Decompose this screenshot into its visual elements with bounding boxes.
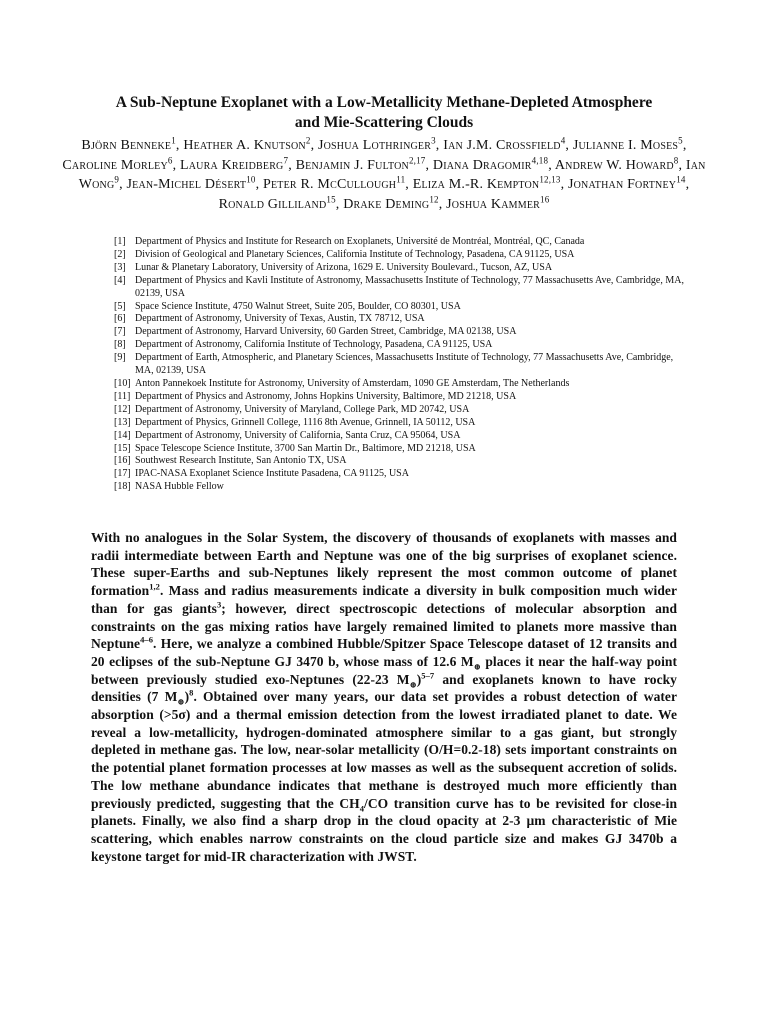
title-line-2: and Mie-Scattering Clouds: [294, 114, 474, 131]
author-name: Jean-Michel Désert: [126, 177, 247, 193]
author-affiliation-ref: 6: [167, 154, 173, 165]
abstract-text: . Obtained over many years, our data set provides a robust detection of water absorption (>5σ) and a thermal emission detection from the lowest irradiated planet to date. We reveal a low-metallicity, hydrogen-dominated atmosphere similar to a gas giant, but strongly depleted in methane gas. The low, near-solar metallicity (O/H=0.2-18) sets important constraints on the potential planet formation processes at low masses as well as the subsequent accretion of solids. The low methane abundance indicates that methane is destroyed much more efficiently than previously predicted, suggesting that the CH: [91, 689, 677, 811]
author-name: Björn Benneke: [81, 138, 172, 153]
affiliation-text: Department of Astronomy, University of Texas, Austin, TX 78712, USA: [135, 313, 425, 325]
affiliation-number: [17]: [114, 468, 131, 480]
author-affiliation-ref: 1: [171, 135, 176, 146]
affiliation-list: [114, 236, 684, 494]
affiliation-item: [114, 352, 684, 378]
affiliation-item: [114, 326, 684, 339]
affiliation-number: [5]: [114, 300, 126, 312]
author-separator: ,: [119, 177, 127, 193]
author-separator: ,: [565, 138, 573, 153]
author: [218, 194, 344, 212]
author: [62, 154, 180, 173]
author-name: Diana Dragomir: [432, 157, 532, 173]
affiliation-number: [1]: [114, 236, 126, 247]
affiliation-number: [9]: [114, 352, 126, 364]
author-separator: ,: [172, 157, 180, 173]
affiliation-text: IPAC-NASA Exoplanet Science Institute Pasadena, CA 91125, USA: [135, 468, 409, 480]
affiliation-number: [6]: [114, 313, 126, 325]
abstract: [91, 529, 677, 865]
abstract-text: ): [184, 689, 190, 705]
author: [432, 154, 555, 173]
affiliation-item: [114, 262, 684, 275]
author-affiliation-ref: 16: [540, 194, 550, 205]
affiliation-text: Department of Physics and Astronomy, Johns Hopkins University, Baltimore, MD 21218, USA: [135, 390, 517, 402]
affiliation-text: Department of Physics and Kavli Institute of Astronomy, Massachusetts Institute of Technology, 77 Massachusetts Ave, Cambridge, MA, 02139, USA: [135, 274, 684, 299]
author-name: Jonathan Fortney: [567, 177, 677, 193]
author-list: [60, 136, 708, 214]
author: [443, 135, 573, 153]
author-separator: ,: [682, 138, 687, 153]
author-name: Heather A. Knutson: [183, 138, 306, 153]
abstract-text: ; however, direct spectroscopic detections of molecular absorption and constraints on the gas mixing ratios have largely remained limited to planets more massive than Neptune: [91, 600, 677, 652]
author-separator: ,: [560, 177, 568, 193]
affiliation-item: [114, 339, 684, 352]
author-separator: ,: [685, 177, 690, 193]
affiliation-text: Department of Astronomy, California Institute of Technology, Pasadena, CA 91125, USA: [135, 339, 493, 351]
author-affiliation-ref: 10: [246, 174, 256, 185]
author: [179, 154, 296, 173]
affiliation-number: [18]: [114, 481, 131, 493]
author-affiliation-ref: 14: [676, 174, 686, 185]
abstract-text: . Mass and radius measurements indicate a diversity in bulk composition much wider than for gas giants: [91, 583, 677, 616]
affiliation-item: [114, 236, 684, 249]
author-name: Peter R. McCullough: [263, 177, 397, 193]
author: [263, 174, 409, 193]
affiliation-number: [2]: [114, 248, 126, 260]
affiliation-number: [16]: [114, 455, 131, 467]
author-affiliation-ref: 9: [114, 174, 120, 185]
author-name: Julianne I. Moses: [572, 138, 679, 153]
author-name: Andrew W. Howard: [554, 157, 674, 173]
author-affiliation-ref: 8: [673, 154, 679, 165]
author: [183, 135, 318, 153]
author: [126, 174, 264, 193]
affiliation-item: [114, 404, 684, 417]
affiliation-text: Southwest Research Institute, San Antonio TX, USA: [135, 455, 347, 467]
author-name: Joshua Lothringer: [317, 138, 432, 153]
author: [317, 135, 444, 153]
affiliation-item: [114, 301, 684, 314]
author-separator: ,: [310, 138, 318, 153]
affiliation-text: Department of Physics and Institute for Research on Exoplanets, Université de Montréal, Montréal, QC, Canada: [135, 236, 585, 247]
affiliation-item: [114, 481, 684, 494]
abstract-text: . Here, we analyze a combined Hubble/Spitzer Space Telescope dataset of 12 transits and 20 eclipses of the sub-Neptune GJ 3470 b, whose mass of 12.6 M: [91, 636, 677, 669]
author-name: Benjamin J. Fulton: [295, 157, 409, 173]
abstract-text: and exoplanets known to have rocky densities (7 M: [91, 671, 677, 705]
author-name: Drake Deming: [343, 196, 430, 212]
citation-ref: 1,2: [149, 581, 160, 592]
affiliation-text: Lunar & Planetary Laboratory, University of Arizona, 1629 E. University Boulevard., Tucson, AZ, USA: [135, 261, 553, 273]
affiliation-item: [114, 249, 684, 262]
author-name: Ronald Gilliland: [218, 196, 327, 212]
author-affiliation-ref: 12,13: [539, 174, 561, 185]
affiliation-item: [114, 430, 684, 443]
author-separator: ,: [438, 196, 447, 212]
affiliation-number: [3]: [114, 261, 126, 273]
author: [554, 154, 686, 173]
author-separator: ,: [335, 196, 344, 212]
affiliation-item: [114, 417, 684, 430]
affiliation-number: [14]: [114, 429, 131, 441]
author-separator: ,: [288, 157, 296, 173]
author-separator: ,: [678, 157, 686, 173]
author-name: Caroline Morley: [62, 157, 168, 173]
abstract-text: With no analogues in the Solar System, the discovery of thousands of exoplanets with masses and radii intermediate between Earth and Neptune was one of the big surprises of exoplanet science. These super-Earths and sub-Neptunes likely represent the most common outcome of planet formation: [91, 530, 677, 599]
affiliation-number: [11]: [114, 390, 131, 402]
author-name: Eliza M.-R. Kempton: [412, 177, 540, 193]
author-separator: ,: [425, 157, 433, 173]
affiliation-text: Division of Geological and Planetary Sciences, California Institute of Technology, Pasadena, CA 91125, USA: [135, 248, 575, 260]
affiliation-text: NASA Hubble Fellow: [135, 481, 224, 493]
affiliation-item: [114, 378, 684, 391]
author-separator: ,: [435, 138, 444, 153]
abstract-text: /CO transition curve has to be revisited for close-in planets. Finally, we also find a sharp drop in the cloud opacity at 2-3 µm characteristic of Mie scattering, which enables narrow constraints on the cloud particle size and makes GJ 3470b a keystone target for mid-IR characterization with JWST.: [91, 795, 677, 864]
citation-ref: 3: [216, 599, 222, 610]
author-affiliation-ref: 4: [560, 135, 566, 146]
author-separator: ,: [405, 177, 409, 193]
citation-ref: 5–7: [421, 670, 435, 681]
affiliation-item: [114, 313, 684, 326]
author-name: Joshua Kammer: [446, 196, 541, 212]
affiliation-number: [10]: [114, 377, 131, 389]
title-line-1: A Sub-Neptune Exoplanet with a Low-Metallicity Methane-Depleted Atmosphere: [115, 94, 653, 111]
author: [343, 194, 447, 212]
author-affiliation-ref: 11: [396, 174, 406, 185]
affiliation-item: [114, 275, 684, 301]
author-affiliation-ref: 7: [283, 154, 289, 165]
author-affiliation-ref: 3: [431, 135, 436, 146]
citation-ref: 4–6: [140, 634, 154, 645]
affiliation-text: Department of Astronomy, University of Maryland, College Park, MD 20742, USA: [135, 403, 470, 415]
citation-ref: 8: [189, 687, 194, 698]
earth-symbol: ⊕: [409, 679, 417, 690]
author-separator: ,: [255, 177, 264, 193]
author: [572, 135, 687, 153]
affiliation-item: [114, 443, 684, 456]
affiliation-text: Department of Astronomy, University of California, Santa Cruz, CA 95064, USA: [135, 429, 461, 441]
author: [295, 154, 433, 173]
author-affiliation-ref: 12: [429, 194, 439, 205]
subscript: 4: [359, 803, 365, 814]
affiliation-text: Department of Astronomy, Harvard University, 60 Garden Street, Cambridge, MA 02138, USA: [135, 326, 517, 338]
affiliation-text: Department of Earth, Atmospheric, and Planetary Sciences, Massachusetts Institute of Technology, 77 Massachusetts Ave, Cambridge, MA, 02139, USA: [135, 352, 674, 377]
affiliation-number: [7]: [114, 326, 126, 338]
author-name: Ian J.M. Crossfield: [443, 138, 561, 153]
author: [412, 174, 568, 193]
author-separator: ,: [175, 138, 184, 153]
author: [446, 194, 550, 212]
affiliation-item: [114, 468, 684, 481]
affiliation-text: Space Telescope Science Institute, 3700 San Martin Dr., Baltimore, MD 21218, USA: [135, 442, 476, 454]
author-affiliation-ref: 15: [326, 194, 336, 205]
earth-symbol: ⊕: [473, 661, 481, 672]
affiliation-number: [8]: [114, 339, 126, 351]
author: [81, 135, 184, 153]
author: [567, 174, 690, 193]
affiliation-text: Anton Pannekoek Institute for Astronomy, University of Amsterdam, 1090 GE Amsterdam, The Netherlands: [135, 377, 570, 389]
affiliation-item: [114, 391, 684, 404]
earth-symbol: ⊕: [177, 697, 185, 708]
author-affiliation-ref: 5: [678, 135, 683, 146]
affiliation-item: [114, 455, 684, 468]
abstract-text: places it near the half-way point between previously studied exo-Neptunes (22-23 M: [91, 653, 677, 687]
affiliation-number: [12]: [114, 403, 131, 415]
author-affiliation-ref: 4,18: [531, 154, 549, 165]
abstract-text: ): [416, 671, 422, 687]
affiliation-number: [4]: [114, 274, 126, 286]
author-separator: ,: [548, 157, 555, 173]
author-name: Ian Wong: [78, 157, 706, 193]
affiliation-text: Space Science Institute, 4750 Walnut Street, Suite 205, Boulder, CO 80301, USA: [135, 300, 461, 312]
author-affiliation-ref: 2: [305, 135, 311, 146]
paper-title: [60, 93, 708, 133]
affiliation-number: [15]: [114, 442, 131, 454]
affiliation-number: [13]: [114, 416, 131, 428]
author-name: Laura Kreidberg: [179, 157, 284, 173]
affiliation-text: Department of Physics, Grinnell College, 1116 8th Avenue, Grinnell, IA 50112, USA: [135, 416, 476, 428]
author-affiliation-ref: 2,17: [408, 154, 426, 165]
